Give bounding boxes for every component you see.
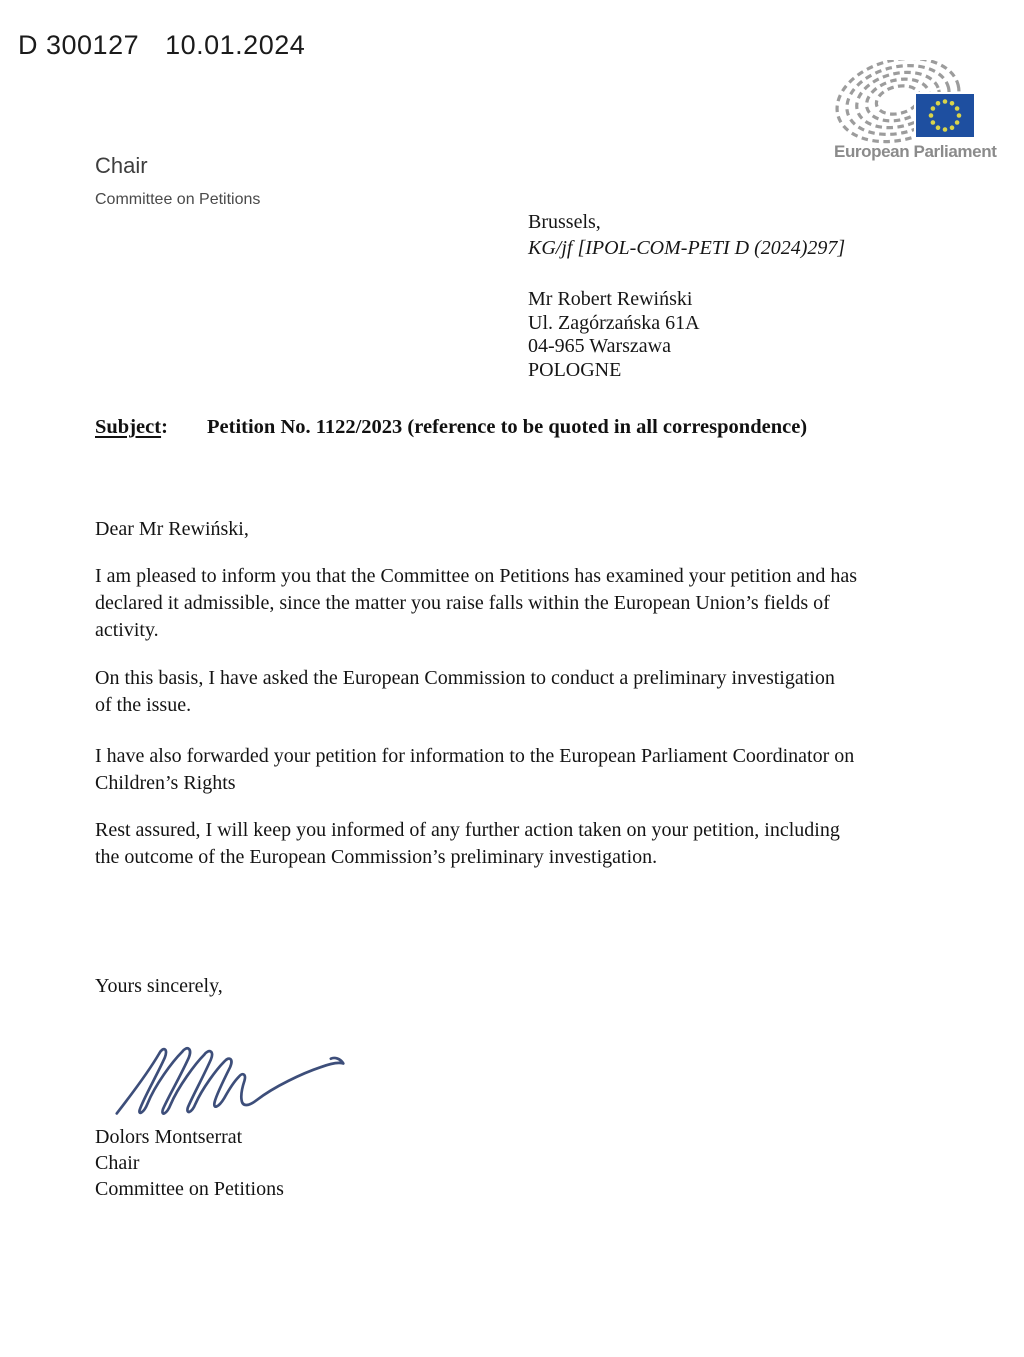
salutation: Dear Mr Rewiński, [95, 518, 249, 540]
signer-committee: Committee on Petitions [95, 1178, 284, 1200]
signer-block [95, 1124, 940, 1202]
doc-header [18, 30, 305, 61]
paragraph-3 [95, 743, 940, 797]
paragraph-line: Children’s Rights [95, 772, 236, 794]
reference-line: KG/jf [IPOL-COM-PETI D (2024)297] [528, 236, 846, 259]
handwritten-signature-icon [97, 1027, 365, 1123]
paragraph-4 [95, 817, 940, 871]
recipient-country: POLOGNE [528, 358, 622, 381]
subject-label: Subject [95, 416, 162, 438]
paragraph-line: the outcome of the European Commission’s preliminary investigation. [95, 846, 658, 868]
european-parliament-logo [834, 60, 997, 162]
letter-body [95, 516, 940, 1202]
reference-block [528, 210, 845, 261]
signer-name: Dolors Montserrat [95, 1126, 243, 1148]
place-line: Brussels, [528, 211, 601, 233]
recipient-address [528, 288, 700, 382]
doc-date: 10.01.2024 [165, 30, 306, 60]
doc-number: D 300127 [18, 30, 140, 60]
paragraph-line: declared it admissible, since the matter you raise falls within the European Union’s fields of [95, 592, 830, 614]
paragraph-line: of the issue. [95, 694, 192, 716]
logo-wordmark: European Parliament [834, 142, 997, 161]
signature-stroke [117, 1048, 344, 1113]
recipient-name: Mr Robert Rewiński [528, 288, 693, 310]
recipient-city: 04-965 Warszawa [528, 335, 671, 357]
sender-role: Chair [95, 153, 148, 178]
closing: Yours sincerely, [95, 975, 223, 997]
subject-text: Petition No. 1122/2023 (reference to be quoted in all correspondence) [207, 416, 808, 438]
paragraph-line: On this basis, I have asked the European Commission to conduct a preliminary investigation [95, 667, 835, 689]
subject-row [95, 416, 807, 439]
paragraph-1 [95, 563, 940, 644]
signer-role: Chair [95, 1152, 140, 1174]
subject-colon: : [161, 416, 168, 438]
paragraph-line: Rest assured, I will keep you informed of any further action taken on your petition, including [95, 819, 840, 841]
hemicycle-flag-icon [834, 60, 986, 144]
recipient-street: Ul. Zagórzańska 61A [528, 311, 700, 334]
sender-committee: Committee on Petitions [95, 191, 261, 208]
paragraph-2 [95, 665, 940, 719]
subject-label-cell [95, 416, 207, 439]
paragraph-line: activity. [95, 619, 159, 641]
paragraph-line: I have also forwarded your petition for information to the European Parliament Coordinator on [95, 745, 855, 767]
paragraph-line: I am pleased to inform you that the Committee on Petitions has examined your petition and has [95, 565, 858, 587]
